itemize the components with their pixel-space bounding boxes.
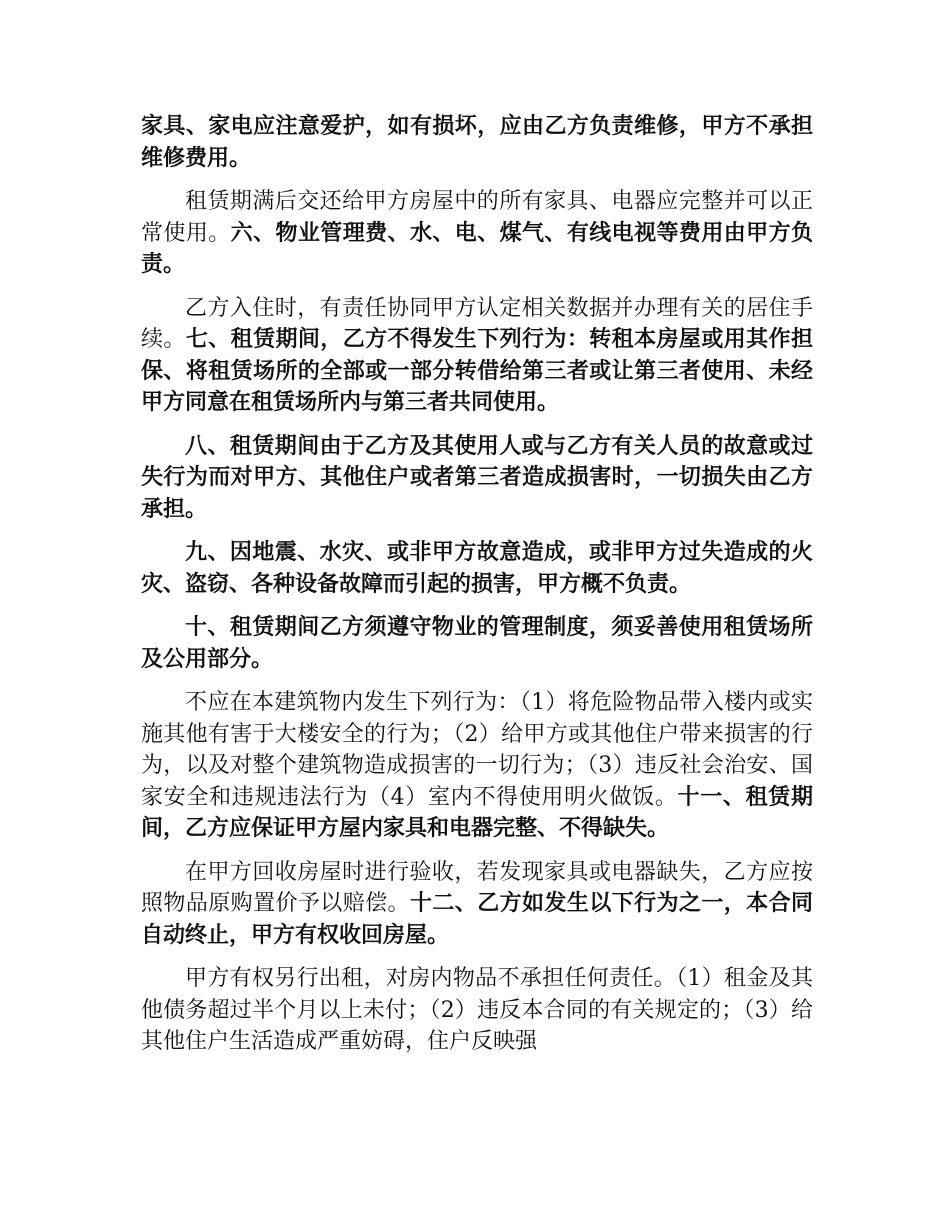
text-run: 在甲方回收房屋时进行验收，若发现家具或电器缺失，乙方应按照物品原购置价予以赔偿。 [141,859,813,916]
paragraph [141,111,813,174]
text-run: 不应在本建筑物内发生下列行为：（1）将危险物品带入楼内或实施其他有害于大楼安全的行为；（2）给甲方或其他住户带来损害的行为，以及对整个建筑物造成损害的一切行为；（3）违反社会治安、国家安全和违规违法行为（4）室内不得使用明火做饭。 [141,690,813,810]
clause-heading-9: 九、因地震、水灾、或非甲方故意造成，或非甲方过失造成的火灾、盗窃、各种设备故障而引起的损害，甲方概不负责。 [141,539,813,597]
bold-run: 家具、家电应注意爱护，如有损坏，应由乙方负责维修，甲方不承担维修费用。 [141,113,813,171]
paragraph [141,537,813,600]
text-run: 甲方有权另行出租，对房内物品不承担任何责任。（1）租金及其他债务超过半个月以上未付；（2）违反本合同的有关规定的；（3）给其他住户生活造成严重妨碍，住户反映强 [141,966,813,1054]
clause-heading-10: 十、租赁期间乙方须遵守物业的管理制度，须妥善使用租赁场所及公用部分。 [141,614,813,672]
document-page [141,111,813,1070]
paragraph [141,431,813,526]
paragraph [141,687,813,845]
paragraph [141,186,813,281]
text-run: 租赁期满后交还给甲方房屋中的所有家具、电器应完整并可以正常使用。 [141,189,813,246]
clause-heading-6: 六、物业管理费、水、电、煤气、有线电视等费用由甲方负责。 [141,219,813,277]
paragraph [141,293,813,419]
clause-heading-12: 十二、乙方如发生以下行为之一，本合同自动终止，甲方有权收回房屋。 [141,890,813,948]
paragraph [141,612,813,675]
text-run: 乙方入住时，有责任协同甲方认定相关数据并办理有关的居住手续。 [141,295,813,352]
clause-heading-7: 七、租赁期间，乙方不得发生下列行为：转租本房屋或用其作担保、将租赁场所的全部或一部分转借给第三者或让第三者使用、未经甲方同意在租赁场所内与第三者共同使用。 [141,326,813,415]
paragraph [141,963,813,1058]
clause-heading-8: 八、租赁期间由于乙方及其使用人或与乙方有关人员的故意或过失行为而对甲方、其他住户或者第三者造成损害时，一切损失由乙方承担。 [141,432,813,522]
clause-heading-11: 十一、租赁期间，乙方应保证甲方屋内家具和电器完整、不得缺失。 [141,783,813,841]
paragraph [141,857,813,952]
